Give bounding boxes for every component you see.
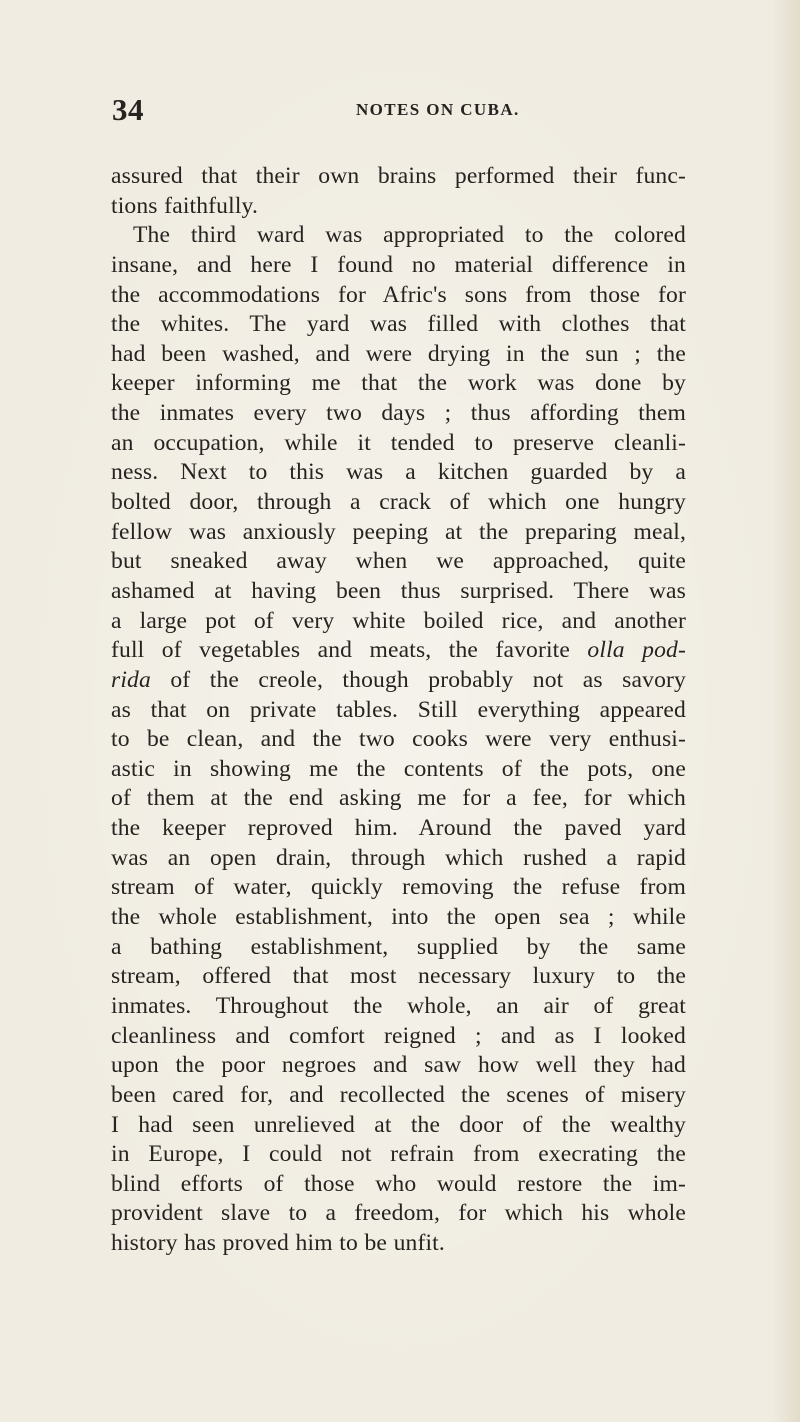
- text-line: the inmates every two days ; thus affording them: [111, 400, 686, 427]
- text-line: an occupation, while it tended to preserve cleanli-: [111, 429, 686, 456]
- text-line: fellow was anxiously peeping at the preparing meal,: [111, 518, 686, 545]
- text-line: cleanliness and comfort reigned ; and as I looked: [111, 1022, 686, 1049]
- text-line: of them at the end asking me for a fee, for which: [111, 785, 686, 812]
- text-line: ness. Next to this was a kitchen guarded by a: [111, 459, 686, 486]
- text-fragment: of the creole, though probably not as savory: [170, 666, 686, 693]
- text-line: [111, 636, 686, 666]
- text-line: history has proved him to be unfit.: [111, 1230, 445, 1257]
- text-line: The third ward was appropriated to the colored: [133, 222, 686, 249]
- text-line: tions faithfully.: [111, 192, 258, 219]
- text-line: insane, and here I found no material difference in: [111, 251, 686, 278]
- text-line: been cared for, and recollected the scenes of misery: [111, 1081, 686, 1108]
- text-line: as that on private tables. Still everything appeared: [111, 696, 686, 723]
- text-line: stream, offered that most necessary luxury to the: [111, 963, 686, 990]
- text-line: assured that their own brains performed their func-: [111, 163, 686, 189]
- text-line: stream of water, quickly removing the refuse from: [111, 874, 686, 901]
- text-line: upon the poor negroes and saw how well they had: [111, 1052, 686, 1079]
- page-header: [112, 88, 712, 132]
- italic-term: rida: [111, 666, 151, 693]
- page-number: 34: [112, 92, 144, 127]
- text-fragment: full of vegetables and meats, the favorite: [111, 637, 571, 664]
- body-text: [111, 162, 686, 1259]
- text-line: was an open drain, through which rushed a rapid: [111, 844, 686, 871]
- text-line: the accommodations for Afric's sons from those for: [111, 281, 686, 308]
- text-line: to be clean, and the two cooks were very enthusi-: [111, 726, 686, 753]
- italic-term: olla pod-: [587, 637, 686, 664]
- running-title: NOTES ON CUBA.: [356, 100, 520, 119]
- text-line: the whole establishment, into the open sea ; while: [111, 904, 686, 931]
- text-line: in Europe, I could not refrain from execrating the: [111, 1141, 686, 1168]
- text-line: bolted door, through a crack of which one hungry: [111, 489, 686, 516]
- text-line: I had seen unrelieved at the door of the wealthy: [111, 1111, 686, 1138]
- text-line: but sneaked away when we approached, quite: [111, 548, 686, 575]
- text-line: keeper informing me that the work was done by: [111, 370, 686, 397]
- text-line: astic in showing me the contents of the pots, one: [111, 755, 686, 782]
- text-line: a large pot of very white boiled rice, and another: [111, 607, 686, 634]
- text-line: had been washed, and were drying in the sun ; the: [111, 340, 686, 367]
- text-line: provident slave to a freedom, for which his whole: [111, 1200, 686, 1227]
- text-line: ashamed at having been thus surprised. There was: [111, 577, 686, 604]
- text-line: a bathing establishment, supplied by the same: [111, 933, 686, 960]
- text-line: inmates. Throughout the whole, an air of great: [111, 992, 686, 1019]
- page-edge-shadow: [772, 0, 800, 1422]
- text-line: the keeper reproved him. Around the paved yard: [111, 815, 686, 842]
- text-line: the whites. The yard was filled with clothes that: [111, 311, 686, 338]
- text-line: blind efforts of those who would restore the im-: [111, 1170, 686, 1197]
- text-line: [111, 666, 686, 696]
